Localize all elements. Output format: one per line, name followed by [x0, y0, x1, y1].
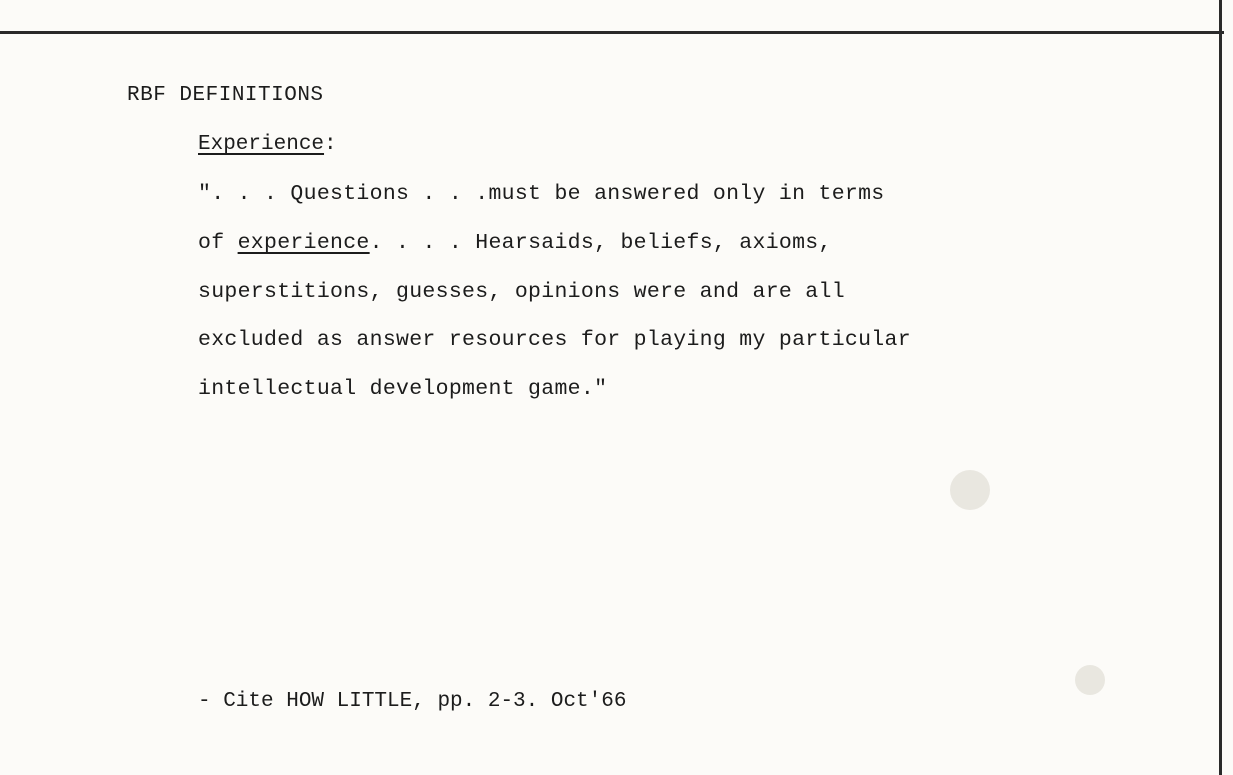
quote-line-2: [198, 231, 832, 255]
term-word: Experience: [198, 133, 325, 156]
term-colon: :: [324, 133, 337, 156]
term-label: [198, 133, 337, 156]
paper-speck: [1075, 665, 1105, 695]
quote-text: ". . . Questions . . .must be answered only in terms: [198, 182, 885, 206]
right-border-line: [1219, 0, 1222, 775]
quote-text: excluded as answer resources for playing my particular: [198, 328, 911, 352]
quote-text: superstitions, guesses, opinions were and are all: [198, 280, 845, 304]
quote-line-5: [198, 377, 607, 401]
document-heading: RBF DEFINITIONS: [127, 84, 324, 107]
quote-line-1: [198, 182, 885, 206]
quote-line-3: [198, 280, 845, 304]
citation: - Cite HOW LITTLE, pp. 2-3. Oct'66: [198, 690, 627, 713]
paper-speck: [950, 470, 990, 510]
quote-text: intellectual development game.": [198, 377, 608, 401]
underlined-word: experience: [237, 231, 370, 255]
quote-text: . . . . Hearsaids, beliefs, axioms,: [369, 231, 832, 255]
quote-line-4: [198, 328, 911, 352]
quote-text: of: [198, 231, 238, 255]
top-border-line: [0, 31, 1224, 34]
